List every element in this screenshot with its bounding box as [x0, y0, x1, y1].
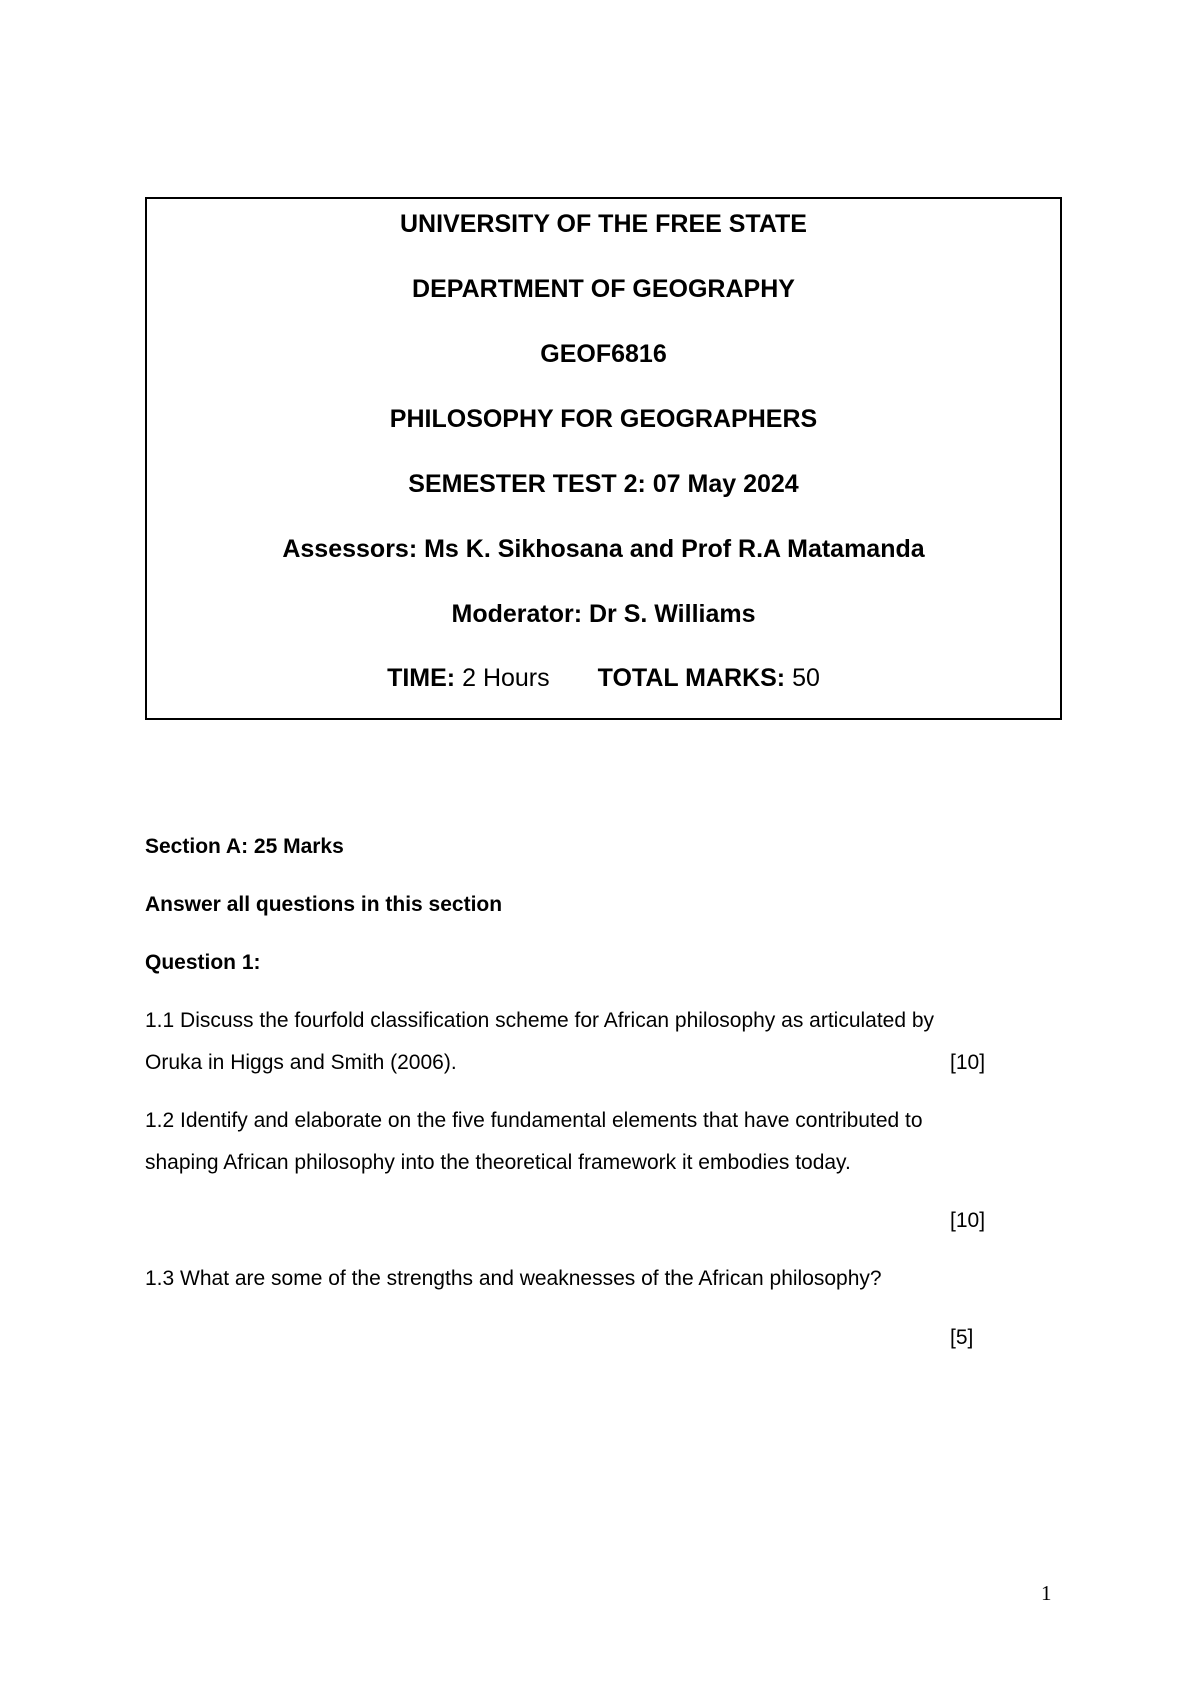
assessors-line: Assessors: Ms K. Sikhosana and Prof R.A Matamanda [282, 535, 925, 563]
time-value: 2 Hours [462, 664, 550, 692]
course-code: GEOF6816 [540, 340, 667, 368]
total-marks-label: TOTAL MARKS: [597, 664, 786, 692]
question-1-2-line-2: shaping African philosophy into the theoretical framework it embodies today. [145, 1151, 851, 1174]
total-marks-value: 50 [792, 664, 820, 692]
question-1-1-line-2: Oruka in Higgs and Smith (2006). [145, 1051, 457, 1074]
test-title: SEMESTER TEST 2: 07 May 2024 [408, 470, 799, 498]
question-heading: Question 1: [145, 951, 261, 974]
question-1-1-marks: [10] [950, 1051, 986, 1074]
question-1-3-line-1: 1.3 What are some of the strengths and weaknesses of the African philosophy? [145, 1267, 882, 1290]
question-1-2-marks: [10] [950, 1209, 986, 1232]
department-name: DEPARTMENT OF GEOGRAPHY [412, 275, 795, 303]
time-marks-line [147, 662, 1060, 694]
question-1-1-line-1: 1.1 Discuss the fourfold classification scheme for African philosophy as articulated by [145, 1009, 935, 1032]
course-title: PHILOSOPHY FOR GEOGRAPHERS [389, 405, 818, 433]
moderator-line: Moderator: Dr S. Williams [451, 600, 756, 628]
section-instruction: Answer all questions in this section [145, 893, 503, 916]
exam-header-box [145, 197, 1062, 720]
university-name: UNIVERSITY OF THE FREE STATE [400, 210, 807, 238]
question-1-3-marks: [5] [950, 1326, 974, 1349]
section-title: Section A: 25 Marks [145, 835, 344, 858]
question-1-2-line-1: 1.2 Identify and elaborate on the five fundamental elements that have contributed to [145, 1109, 923, 1132]
time-label: TIME: [387, 664, 456, 692]
page-number: 1 [1041, 1581, 1052, 1605]
